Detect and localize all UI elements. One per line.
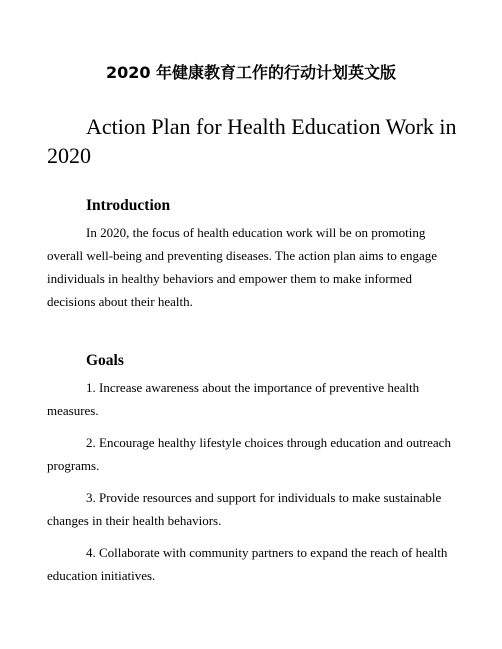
introduction-paragraph: In 2020, the focus of health education work will be on promoting overall well-being and preventing diseases. The action plan aims to engage individuals in healthy behaviors and empower them to make informed decisions about their health. xyxy=(47,225,437,309)
goal-item-3: 3. Provide resources and support for individuals to make sustainable changes in their health behaviors. xyxy=(47,490,442,528)
action-plan-heading: Action Plan for Health Education Work in 2020 xyxy=(47,114,457,168)
goal-item-2: 2. Encourage healthy lifestyle choices through education and outreach programs. xyxy=(47,435,451,473)
goal-item-4: 4. Collaborate with community partners to expand the reach of health education initiatives. xyxy=(47,545,448,583)
document-title-chinese: 2020 年健康教育工作的行动计划英文版 xyxy=(105,63,397,82)
introduction-heading: Introduction xyxy=(86,197,171,214)
goal-item-1: 1. Increase awareness about the importance of preventive health measures. xyxy=(47,380,420,418)
goals-heading: Goals xyxy=(86,352,124,369)
